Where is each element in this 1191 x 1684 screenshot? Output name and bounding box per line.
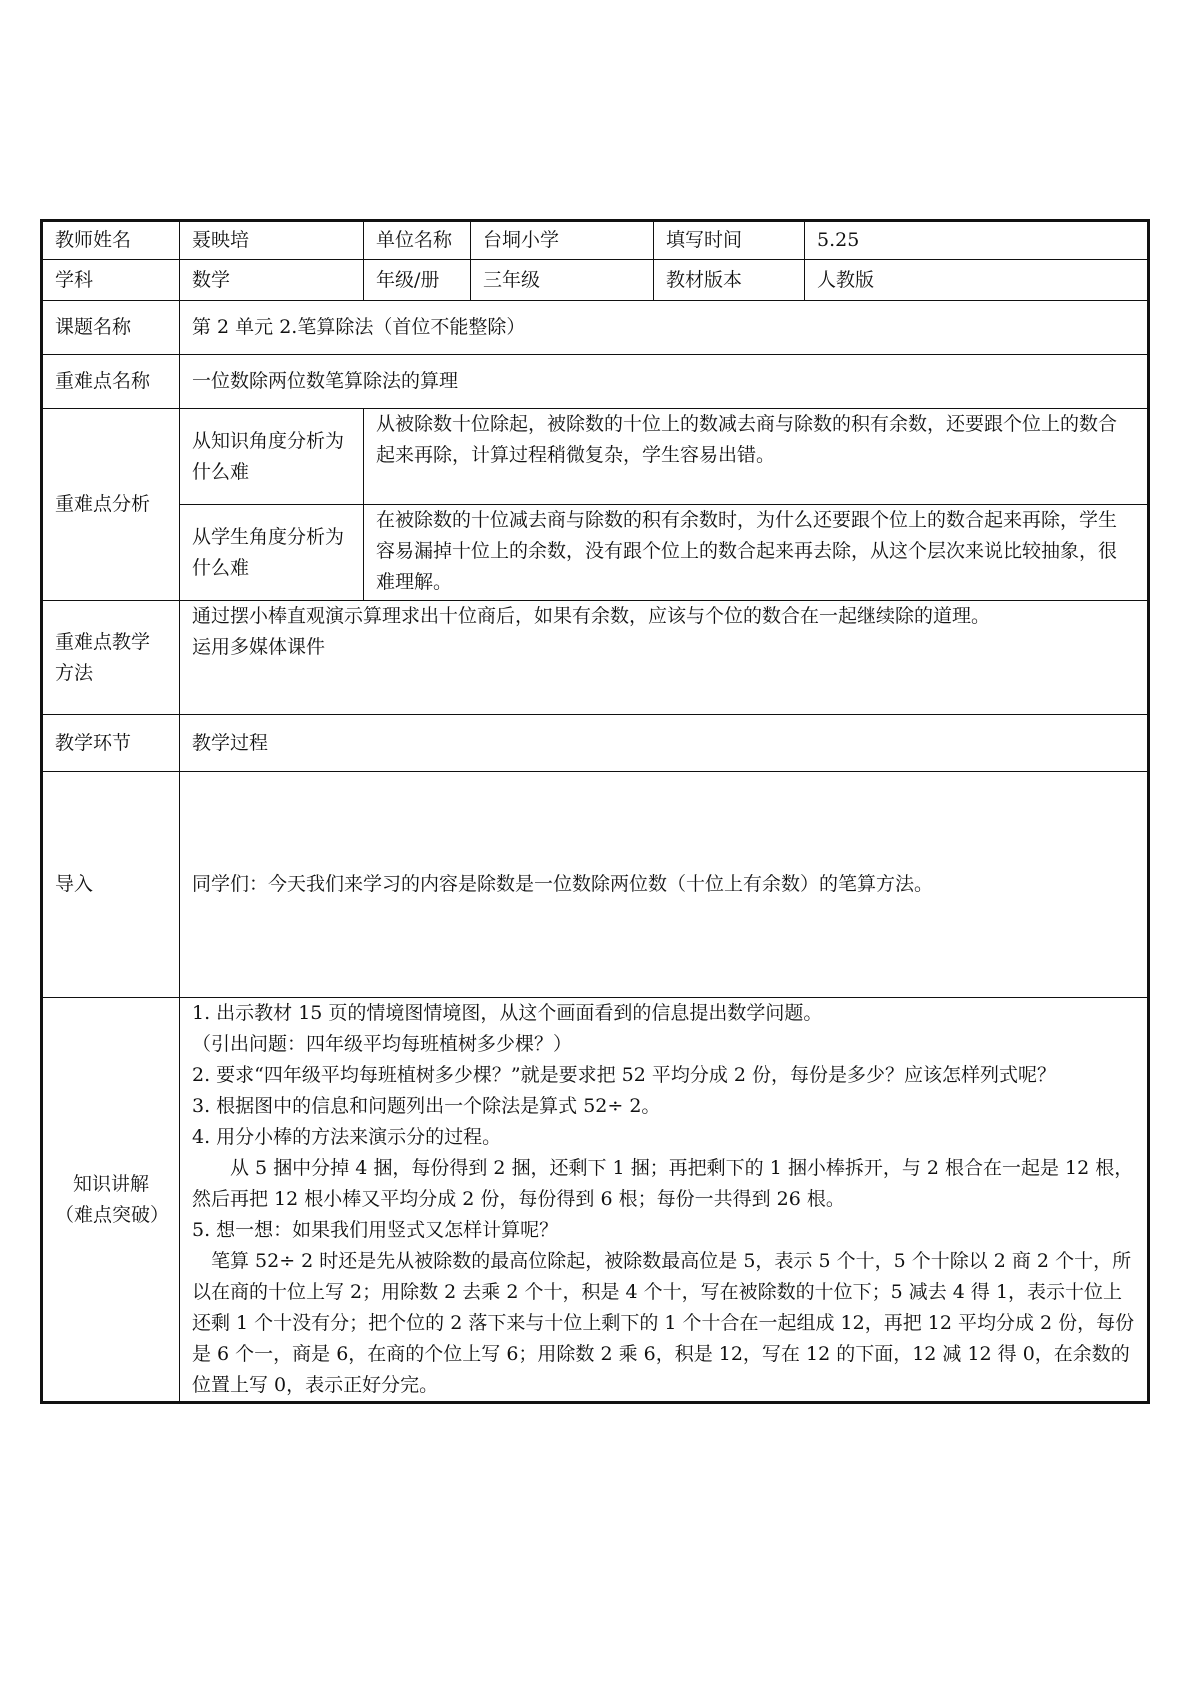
process-header: 教学过程 xyxy=(180,715,1149,772)
method-line-1: 通过摆小棒直观演示算理求出十位商后，如果有余数，应该与个位的数合在一起继续除的道理。 xyxy=(192,605,991,627)
knowledge-label xyxy=(42,998,180,1403)
lesson-plan-table xyxy=(40,219,1150,1404)
stage-header: 教学环节 xyxy=(42,715,180,772)
fill-date-value: 5.25 xyxy=(805,221,1149,260)
info-row-1 xyxy=(42,221,1149,260)
grade-value: 三年级 xyxy=(471,260,654,301)
knowledge-label-line-2: （难点突破） xyxy=(55,1203,170,1226)
student-angle-label: 从学生角度分析为什么难 xyxy=(180,505,364,601)
topic-label: 课题名称 xyxy=(42,301,180,355)
intro-label: 导入 xyxy=(42,772,180,998)
key-point-label: 重难点名称 xyxy=(42,355,180,409)
analysis-knowledge-row xyxy=(42,409,1149,505)
knowledge-row xyxy=(42,998,1149,1403)
method-line-2: 运用多媒体课件 xyxy=(192,636,326,658)
unit-name-label: 单位名称 xyxy=(364,221,471,260)
fill-date-label: 填写时间 xyxy=(654,221,805,260)
method-label: 重难点教学方法 xyxy=(42,601,180,715)
intro-text: 同学们：今天我们来学习的内容是除数是一位数除两位数（十位上有余数）的笔算方法。 xyxy=(180,772,1149,998)
knowledge-p3: 2. 要求“四年级平均每班植树多少棵？”就是要求把 52 平均分成 2 份，每份是多少？应该怎样列式呢？ xyxy=(192,1064,1057,1086)
subject-value: 数学 xyxy=(180,260,364,301)
knowledge-p6: 从 5 捆中分掉 4 捆，每份得到 2 捆，还剩下 1 捆；再把剩下的 1 捆小棒拆开，与 2 根合在一起是 12 根，然后再把 12 根小棒又平均分成 2 份，每份得到 6 根；每份一共得到 26 根。 xyxy=(192,1157,1134,1210)
unit-name-value: 台垌小学 xyxy=(471,221,654,260)
key-point-row xyxy=(42,355,1149,409)
knowledge-p2: （引出问题：四年级平均每班植树多少棵？） xyxy=(192,1033,573,1055)
edition-value: 人教版 xyxy=(805,260,1149,301)
knowledge-p5: 4. 用分小棒的方法来演示分的过程。 xyxy=(192,1126,502,1148)
knowledge-p8: 笔算 52÷ 2 时还是先从被除数的最高位除起，被除数最高位是 5，表示 5 个十，5 个十除以 2 商 2 个十，所以在商的十位上写 2；用除数 2 去乘 2 个十，积是 4 个十，写在被除数的十位下；5 减去 4 得 1，表示十位上还剩 1 个十没有分；把个位的 2 落下来与十位上剩下的 1 个十合在一起组成 12，再把 12 平均分成 2 份，每份是 6 个一，商是 6，在商的个位上写 6；用除数 2 乘 6，积是 12，写在 12 的下面，12 减 12 得 0，在余数的位置上写 0，表示正好分完。 xyxy=(192,1250,1135,1396)
grade-label: 年级/册 xyxy=(364,260,471,301)
knowledge-content xyxy=(180,998,1149,1403)
topic-row xyxy=(42,301,1149,355)
edition-label: 教材版本 xyxy=(654,260,805,301)
knowledge-label-line-1: 知识讲解 xyxy=(72,1172,149,1195)
analysis-label: 重难点分析 xyxy=(42,409,180,601)
topic-value: 第 2 单元 2.笔算除法（首位不能整除） xyxy=(180,301,1149,355)
info-row-2 xyxy=(42,260,1149,301)
method-row xyxy=(42,601,1149,715)
teacher-name-value: 聂映培 xyxy=(180,221,364,260)
intro-row xyxy=(42,772,1149,998)
student-angle-text: 在被除数的十位减去商与除数的积有余数时，为什么还要跟个位上的数合起来再除，学生容易漏掉十位上的余数，没有跟个位上的数合起来再去除，从这个层次来说比较抽象，很难理解。 xyxy=(364,505,1149,601)
knowledge-p1: 1. 出示教材 15 页的情境图情境图，从这个画面看到的信息提出数学问题。 xyxy=(192,1002,823,1024)
teacher-name-label: 教师姓名 xyxy=(42,221,180,260)
method-content xyxy=(180,601,1149,715)
analysis-student-row xyxy=(42,505,1149,601)
knowledge-p4: 3. 根据图中的信息和问题列出一个除法是算式 52÷ 2。 xyxy=(192,1095,661,1117)
key-point-value: 一位数除两位数笔算除法的算理 xyxy=(180,355,1149,409)
process-header-row xyxy=(42,715,1149,772)
knowledge-angle-label: 从知识角度分析为什么难 xyxy=(180,409,364,505)
knowledge-angle-text: 从被除数十位除起，被除数的十位上的数减去商与除数的积有余数，还要跟个位上的数合起来再除，计算过程稍微复杂，学生容易出错。 xyxy=(364,409,1149,505)
knowledge-p7: 5. 想一想：如果我们用竖式又怎样计算呢？ xyxy=(192,1219,559,1241)
subject-label: 学科 xyxy=(42,260,180,301)
